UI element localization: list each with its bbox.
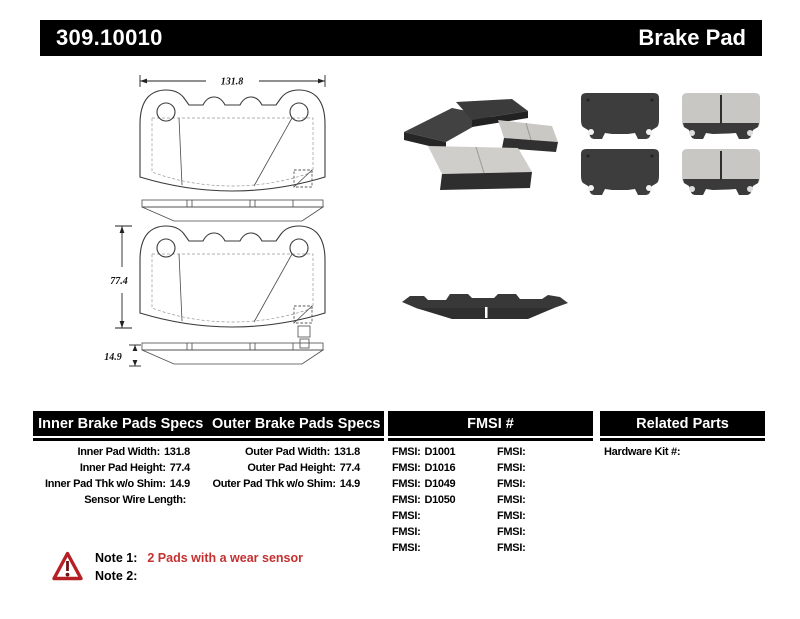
inner-specs-column [33,444,190,508]
note-2-label: Note 2: [95,568,138,583]
product-type-title: Brake Pad [638,25,746,50]
pad-front-view [140,226,325,327]
fmsi-row: FMSI: [392,542,421,554]
warning-triangle-icon [52,551,83,582]
table-header-outer-specs: Outer Brake Pads Specs [212,415,381,432]
note-1-label: Note 1: [95,551,138,565]
fmsi-row: FMSI: [497,510,526,522]
table-header-pads-specs [33,411,384,436]
fmsi-row: FMSI: [392,526,421,538]
shim-strip-2 [142,343,323,364]
note-1-text: 2 Pads with a wear sensor [147,551,303,565]
fmsi-row: FMSI: [497,446,526,458]
hardware-kit-label: Hardware Kit #: [604,446,681,458]
hardware-kit-row [604,444,764,460]
spec-row: Outer Pad Height: 77.4 [247,462,360,474]
header-rule-1 [33,438,384,441]
fmsi-row: FMSI: D1001 [392,446,456,458]
pad-top-view [140,90,325,191]
header-rule-2 [388,438,593,441]
dim-width-label: 131.8 [220,76,244,88]
fmsi-row: FMSI: [497,478,526,490]
fmsi-row: FMSI: [497,542,526,554]
table-header-related-parts: Related Parts [600,411,765,436]
fmsi-row: FMSI: [497,494,526,506]
header-rule-3 [600,438,765,441]
fmsi-row: FMSI: D1049 [392,478,456,490]
spec-row: Inner Pad Width: 131.8 [77,446,190,458]
fmsi-column-1 [392,444,492,556]
fmsi-column-2 [497,444,587,556]
outer-specs-column [200,444,360,492]
table-header-inner-specs: Inner Brake Pads Specs [38,415,204,432]
photo-pad-edge-view [398,286,578,328]
header-bar [40,20,762,56]
wear-sensor-detail [298,326,310,348]
note-1 [95,550,303,568]
technical-drawing [40,60,370,400]
dimension-height [110,226,132,328]
dimension-thickness [104,345,141,366]
note-2 [95,568,303,586]
spec-row: Outer Pad Thk w/o Shim: 14.9 [212,478,360,490]
dim-height-label: 77.4 [110,276,128,287]
part-number: 309.10010 [56,25,163,50]
fmsi-row: FMSI: [497,462,526,474]
dimension-width [140,75,325,88]
table-header-fmsi: FMSI # [388,411,593,436]
dim-thickness-label: 14.9 [104,352,122,363]
shim-strip-1 [142,200,323,221]
photo-pads-perspective [398,88,568,208]
spec-row: Sensor Wire Length: [84,494,186,506]
fmsi-row: FMSI: D1050 [392,494,456,506]
related-parts-column [604,444,764,460]
fmsi-row: FMSI: [392,510,421,522]
spec-row: Outer Pad Width: 131.8 [245,446,360,458]
fmsi-row: FMSI: D1016 [392,462,456,474]
spec-row: Inner Pad Height: 77.4 [79,462,190,474]
fmsi-row: FMSI: [497,526,526,538]
photo-pads-flat [576,88,766,200]
notes-section [95,550,303,585]
spec-row: Inner Pad Thk w/o Shim: 14.9 [44,478,190,490]
